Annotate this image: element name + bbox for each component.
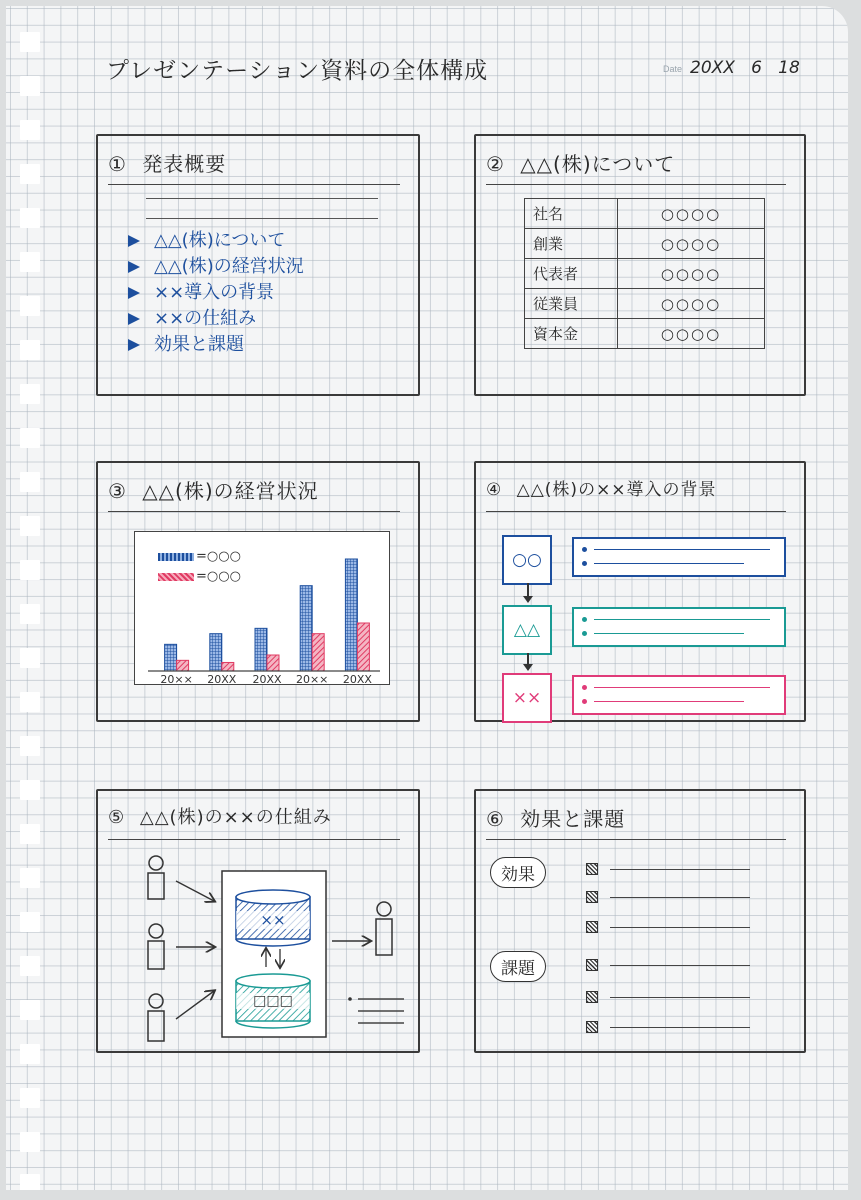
database-label: ×× [236,911,310,929]
agenda-item-label: △△(株)について [154,230,286,251]
placeholder-line [146,218,378,219]
heading-underline [108,184,400,185]
binder-hole [20,692,40,712]
checkbox-icon [586,959,598,971]
slide-heading [486,803,625,832]
table-key: 従業員 [525,289,618,319]
agenda-item [128,254,304,280]
slide-number: ④ [486,480,503,500]
binder-hole [20,472,40,492]
binder-hole [20,956,40,976]
bullet-dot-icon [582,699,587,704]
x-tick-label: 20×× [295,673,329,685]
slide-background [474,461,806,722]
binder-hole [20,516,40,536]
flow-step-card [572,675,786,715]
binder-hole [20,1000,40,1020]
agenda-item [128,280,304,306]
issue-tag: 課題 [490,951,546,982]
binder-hole [20,252,40,272]
table-row [525,319,765,349]
binder-hole [20,164,40,184]
checkbox-icon [586,863,598,875]
bullet-triangle-icon [128,313,140,325]
arrow-right-icon [176,881,214,901]
binder-hole [20,780,40,800]
x-tick-label: 20XX [342,673,372,685]
effect-tag: 効果 [490,857,546,888]
heading-underline [486,511,786,512]
slide-title: △△(株)の××の仕組み [139,807,332,828]
binder-hole [20,76,40,96]
placeholder-line [594,563,744,564]
slide-title: 効果と課題 [520,807,626,831]
slide-title: 発表概要 [142,152,227,176]
bar-series-2-4 [312,634,324,671]
slide-title: △△(株)について [520,152,676,176]
heading-underline [486,839,786,840]
slide-heading [108,475,319,504]
x-tick-label: 20XX [207,673,237,685]
person-icon [148,856,164,899]
slide-number: ⑥ [486,807,505,831]
binder-hole [20,32,40,52]
agenda-item-label: ××導入の背景 [154,282,275,303]
revenue-bar-chart [134,531,390,685]
binder-hole [20,208,40,228]
binder-hole [20,120,40,140]
slide-number: ③ [108,479,127,503]
placeholder-line [610,965,750,966]
binder-hole [20,428,40,448]
placeholder-line [610,869,750,870]
placeholder-line [594,619,770,620]
slide-title: △△(株)の××導入の背景 [516,480,717,500]
slide-heading [486,148,675,177]
binder-hole [20,868,40,888]
table-value: ○○○○ [618,259,765,289]
checkbox-icon [586,1021,598,1033]
table-row [525,229,765,259]
agenda-item [128,228,304,254]
placeholder-line [146,198,378,199]
bar-series-1-2 [210,634,222,671]
binder-hole [20,648,40,668]
binder-hole [20,560,40,580]
arrow-right-icon [176,991,214,1019]
binder-hole [20,604,40,624]
bar-series-2-5 [357,623,369,671]
table-key: 代表者 [525,259,618,289]
table-key: 資本金 [525,319,618,349]
binder-hole [20,1174,40,1190]
bullet-triangle-icon [128,261,140,273]
agenda-item-label: 効果と課題 [154,334,244,355]
flow-step-card [572,537,786,577]
slide-mechanism [96,789,420,1053]
page-title: プレゼンテーション資料の全体構成 [106,58,489,84]
table-key: 創業 [525,229,618,259]
slide-overview [96,134,420,396]
bar-series-2-3 [267,655,279,671]
bar-series-1-1 [165,644,177,671]
database-label: □□□ [236,993,310,1009]
heading-underline [108,511,400,512]
bar-series-1-4 [300,586,312,671]
table-row [525,289,765,319]
bar-series-2-1 [177,660,189,671]
slide-company-profile [474,134,806,396]
binder-hole [20,340,40,360]
x-tick-label: 20XX [252,673,282,685]
placeholder-line [594,549,770,550]
binder-hole [20,912,40,932]
bullet-dot-icon [582,547,587,552]
table-value: ○○○○ [618,229,765,259]
slide-heading [108,148,226,177]
placeholder-line [610,1027,750,1028]
person-icon [376,902,392,955]
person-icon [148,994,164,1041]
bullet-triangle-icon [128,287,140,299]
bullet-triangle-icon [128,235,140,247]
table-value: ○○○○ [618,199,765,229]
binder-hole [20,384,40,404]
bullet-dot-icon [582,631,587,636]
placeholder-line [594,633,744,634]
agenda-list [128,228,304,358]
slide-business-status [96,461,420,722]
table-key: 社名 [525,199,618,229]
placeholder-line [610,927,750,928]
slide-number: ② [486,152,505,176]
person-icon [148,924,164,969]
binder-hole [20,1044,40,1064]
placeholder-line [610,997,750,998]
slide-heading [486,475,717,500]
slide-number: ⑤ [108,807,126,828]
placeholder-line [594,687,770,688]
bar-series-2-2 [222,662,234,671]
flow-step-card [572,607,786,647]
arrow-down-icon [527,583,529,601]
heading-underline [486,184,786,185]
legend-label: =○○○ [196,549,241,564]
bullet-dot-icon [582,685,587,690]
flow-step-box: ×× [502,673,552,723]
slide-title: △△(株)の経営状況 [142,479,319,503]
date-value: 20XX 6 18 [690,58,800,78]
table-row [525,259,765,289]
bullet-triangle-icon [128,339,140,351]
bullet-dot-icon [582,561,587,566]
checkbox-icon [586,921,598,933]
binder-hole [20,736,40,756]
table-value: ○○○○ [618,319,765,349]
agenda-item-label: △△(株)の経営状況 [154,256,304,277]
bar-series-1-3 [255,628,267,671]
legend-label: =○○○ [196,569,241,584]
table-value: ○○○○ [618,289,765,319]
binder-hole [20,296,40,316]
arrow-down-icon [527,653,529,669]
flow-step-box: △△ [502,605,552,655]
binder-hole [20,1132,40,1152]
agenda-item-label: ××の仕組み [154,308,257,329]
table-row [525,199,765,229]
checkbox-icon [586,991,598,1003]
company-table [524,198,765,349]
placeholder-line [610,897,750,898]
binder-hole [20,824,40,844]
flow-step-box: ○○ [502,535,552,585]
slide-effects-issues [474,789,806,1053]
placeholder-line [594,701,744,702]
agenda-item [128,306,304,332]
date-label: Date [663,64,683,74]
checkbox-icon [586,891,598,903]
slide-number: ① [108,152,127,176]
x-tick-label: 20×× [160,673,193,685]
bar-series-1-5 [345,559,357,671]
binder-hole [20,1088,40,1108]
agenda-item [128,332,304,358]
bullet-dot-icon [582,617,587,622]
notebook-page [6,6,848,1190]
bullet-dot-icon [348,997,352,1001]
